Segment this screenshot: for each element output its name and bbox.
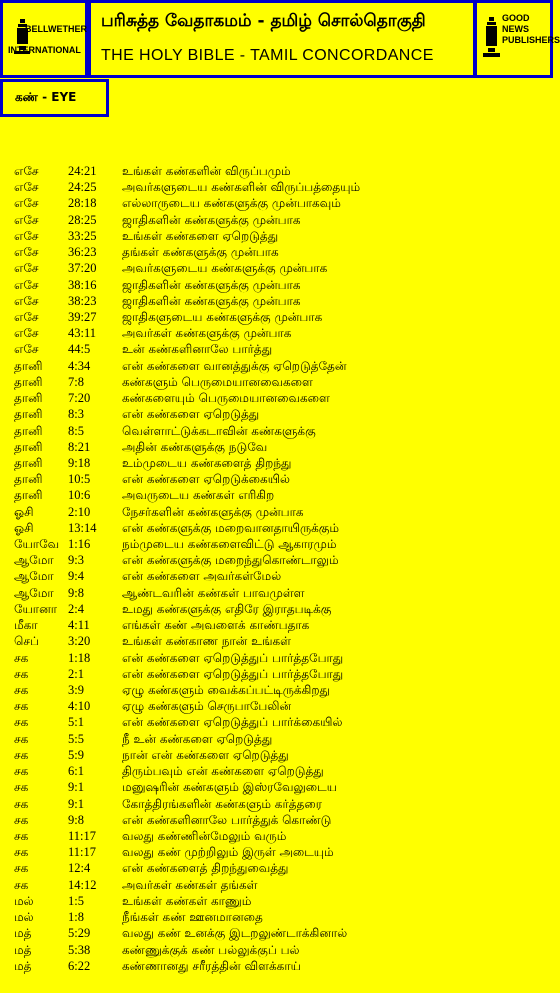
verse-row	[0, 568, 553, 584]
verse-row	[0, 942, 553, 958]
verse-book: சக	[14, 780, 29, 795]
verse-book: சக	[14, 699, 29, 714]
verse-list	[0, 163, 553, 974]
verse-book: சக	[14, 666, 29, 681]
verse-reference: 4:10	[68, 699, 91, 714]
verse-row	[0, 552, 553, 568]
verse-book: யோவே	[14, 537, 60, 552]
logo-left-line2: INTERNATIONAL	[8, 45, 81, 55]
verse-reference: 2:1	[68, 666, 84, 681]
verse-text: உங்கள் கண்காண நான் உங்கள்	[122, 634, 292, 649]
verse-row	[0, 909, 553, 925]
verse-text: நேசர்களின் கண்களுக்கு முன்பாக	[122, 504, 304, 519]
verse-row	[0, 536, 553, 552]
verse-row	[0, 828, 553, 844]
verse-text: உங்கள் கண்களை ஏறெடுத்து	[122, 228, 279, 243]
verse-book: ஓசி	[14, 520, 34, 535]
verse-book: சக	[14, 828, 29, 843]
verse-book: தானி	[14, 472, 43, 487]
verse-text: அதின் கண்களுக்கு நடுவே	[122, 439, 268, 454]
verse-row	[0, 439, 553, 455]
verse-text: வலது கண் முற்றிலும் இருள் அடையும்	[122, 845, 334, 860]
verse-text: உன் கண்களினாலே பார்த்து	[122, 342, 273, 357]
verse-book: மல்	[14, 910, 34, 925]
verse-reference: 5:5	[68, 731, 84, 746]
verse-book: ஆமோ	[14, 553, 54, 568]
verse-reference: 24:25	[68, 180, 97, 195]
verse-reference: 9:18	[68, 455, 91, 470]
verse-text: என் கண்களை ஏறெடுத்து	[122, 407, 260, 422]
verse-book: மல்	[14, 893, 34, 908]
verse-text: என் கண்களினாலே பார்த்துக் கொண்டு	[122, 812, 332, 827]
verse-row	[0, 958, 553, 974]
verse-row	[0, 195, 553, 211]
verse-book: எசே	[14, 326, 39, 341]
verse-text: நீ உன் கண்களை ஏறெடுத்து	[122, 731, 273, 746]
verse-row	[0, 163, 553, 179]
verse-book: எசே	[14, 309, 39, 324]
verse-text: என் கண்களை வானத்துக்கு ஏறெடுத்தேன்	[122, 358, 347, 373]
verse-book: ஆமோ	[14, 569, 54, 584]
verse-text: ஏழு கண்களும் செருபாபேலின்	[122, 699, 292, 714]
verse-row	[0, 487, 553, 503]
verse-row	[0, 358, 553, 374]
verse-row	[0, 504, 553, 520]
verse-row	[0, 747, 553, 763]
verse-reference: 36:23	[68, 245, 97, 260]
verse-book: மீகா	[14, 618, 38, 633]
verse-book: தானி	[14, 423, 43, 438]
verse-book: எசே	[14, 164, 39, 178]
verse-book: சக	[14, 877, 29, 892]
verse-reference: 14:12	[68, 877, 97, 892]
verse-book: சக	[14, 861, 29, 876]
verse-reference: 5:9	[68, 747, 84, 762]
verse-reference: 10:6	[68, 488, 91, 503]
verse-reference: 7:20	[68, 391, 91, 406]
verse-text: திரும்பவும் என் கண்களை ஏறெடுத்து	[122, 764, 324, 779]
verse-row	[0, 601, 553, 617]
verse-reference: 38:16	[68, 277, 97, 292]
verse-reference: 44:5	[68, 342, 91, 357]
verse-reference: 6:1	[68, 764, 84, 779]
verse-row	[0, 650, 553, 666]
verse-book: எசே	[14, 277, 39, 292]
verse-text: எல்லாருடைய கண்களுக்கு முன்பாகவும்	[122, 196, 341, 211]
verse-reference: 28:18	[68, 196, 97, 211]
verse-reference: 2:10	[68, 504, 91, 519]
verse-reference: 8:5	[68, 423, 84, 438]
verse-row	[0, 277, 553, 293]
verse-book: சக	[14, 683, 29, 697]
verse-reference: 9:1	[68, 796, 84, 811]
verse-book: மத்	[14, 958, 32, 973]
verse-book: எசே	[14, 261, 39, 276]
headword-box	[0, 79, 109, 117]
verse-row	[0, 309, 553, 325]
verse-book: தானி	[14, 455, 43, 470]
verse-book: தானி	[14, 374, 43, 389]
verse-row	[0, 812, 553, 828]
verse-reference: 10:5	[68, 472, 91, 487]
verse-reference: 8:3	[68, 407, 84, 422]
verse-reference: 5:29	[68, 926, 91, 941]
verse-text: உம்முடைய கண்களைத் திறந்து	[122, 455, 292, 470]
logo-bellwether	[0, 0, 88, 78]
verse-text: ஏழு கண்களும் வைக்கப்பட்டிருக்கிறது	[122, 683, 330, 697]
verse-reference: 28:25	[68, 212, 97, 227]
verse-row	[0, 893, 553, 909]
verse-book: தானி	[14, 488, 43, 503]
verse-reference: 11:17	[68, 845, 97, 860]
verse-book: சக	[14, 796, 29, 811]
verse-text: ஆண்டவரின் கண்கள் பாவமுள்ள	[122, 585, 305, 600]
verse-text: என் கண்களைத் திறந்துவைத்து	[122, 861, 289, 876]
verse-book: சக	[14, 812, 29, 827]
verse-row	[0, 714, 553, 730]
verse-text: கண்ணுக்குக் கண் பல்லுக்குப் பல்	[122, 942, 300, 957]
verse-row	[0, 374, 553, 390]
headword-label: கண் - EYE	[15, 90, 77, 104]
verse-book: ஓசி	[14, 504, 34, 519]
verse-row	[0, 731, 553, 747]
verse-text: எங்கள் கண் அவளைக் காண்பதாக	[122, 618, 310, 633]
verse-reference: 2:4	[68, 601, 84, 616]
verse-book: ஆமோ	[14, 585, 54, 600]
verse-book: மத்	[14, 926, 32, 941]
title-banner	[88, 0, 476, 78]
verse-book: எசே	[14, 342, 39, 357]
verse-book: சக	[14, 845, 29, 860]
verse-book: தானி	[14, 407, 43, 422]
verse-row	[0, 763, 553, 779]
verse-reference: 3:20	[68, 634, 91, 649]
verse-reference: 1:18	[68, 650, 91, 665]
verse-row	[0, 228, 553, 244]
verse-text: நீங்கள் கண் ஊனமானதை	[122, 910, 263, 925]
verse-text: அவர்களுடைய கண்களுக்கு முன்பாக	[122, 261, 328, 276]
verse-reference: 1:8	[68, 910, 84, 925]
verse-text: நம்முடைய கண்களைவிட்டு ஆகாரமும்	[122, 537, 337, 552]
verse-reference: 24:21	[68, 164, 97, 178]
verse-reference: 3:9	[68, 683, 84, 697]
verse-row	[0, 633, 553, 649]
verse-row	[0, 212, 553, 228]
verse-reference: 38:23	[68, 293, 97, 308]
verse-reference: 9:8	[68, 812, 84, 827]
verse-reference: 9:4	[68, 569, 84, 584]
verse-row	[0, 844, 553, 860]
verse-row	[0, 325, 553, 341]
verse-reference: 9:8	[68, 585, 84, 600]
verse-book: சக	[14, 715, 29, 730]
verse-book: தானி	[14, 358, 43, 373]
verse-row	[0, 260, 553, 276]
verse-reference: 43:11	[68, 326, 97, 341]
verse-book: செப்	[14, 634, 39, 649]
verse-reference: 8:21	[68, 439, 91, 454]
verse-book: சக	[14, 747, 29, 762]
verse-reference: 5:1	[68, 715, 84, 730]
verse-reference: 12:4	[68, 861, 91, 876]
verse-book: எசே	[14, 196, 39, 211]
title-english: THE HOLY BIBLE - TAMIL CONCORDANCE	[101, 47, 434, 64]
logo-good-news	[474, 0, 560, 78]
verse-text: ஜாதிகளின் கண்களுக்கு முன்பாக	[122, 277, 301, 292]
verse-row	[0, 179, 553, 195]
verse-text: என் கண்களை ஏறெடுக்கையில்	[122, 472, 290, 487]
verse-text: அவர்களுடைய கண்களின் விருப்பத்தையும்	[122, 180, 361, 195]
verse-book: யோனா	[14, 601, 57, 616]
verse-row	[0, 585, 553, 601]
verse-text: என் கண்களுக்கு மறைந்துகொண்டாலும்	[122, 553, 339, 568]
verse-reference: 13:14	[68, 520, 97, 535]
verse-text: அவர்கள் கண்களுக்கு முன்பாக	[122, 326, 292, 341]
verse-reference: 1:5	[68, 893, 84, 908]
verse-book: எசே	[14, 293, 39, 308]
verse-text: என் கண்களை ஏறெடுத்துப் பார்க்கையில்	[122, 715, 343, 730]
verse-book: சக	[14, 764, 29, 779]
verse-text: உங்கள் கண்கள் காணும்	[122, 893, 252, 908]
verse-book: எசே	[14, 212, 39, 227]
verse-text: வலது கண் உனக்கு இடறலுண்டாக்கினால்	[122, 926, 348, 941]
verse-book: மத்	[14, 942, 32, 957]
verse-text: என் கண்களுக்கு மறைவானதாயிருக்கும்	[122, 520, 340, 535]
verse-row	[0, 423, 553, 439]
verse-book: எசே	[14, 180, 39, 195]
verse-reference: 9:3	[68, 553, 84, 568]
verse-row	[0, 666, 553, 682]
verse-row	[0, 796, 553, 812]
verse-row	[0, 520, 553, 536]
verse-reference: 6:22	[68, 958, 91, 973]
verse-text: மனுஷரின் கண்களும் இஸ்ரவேலுடைய	[122, 780, 337, 795]
verse-row	[0, 617, 553, 633]
verse-text: வலது கண்ணின்மேலும் வரும்	[122, 828, 287, 843]
verse-reference: 9:1	[68, 780, 84, 795]
verse-row	[0, 406, 553, 422]
verse-text: கோத்திரங்களின் கண்களும் கர்த்தரை	[122, 796, 322, 811]
verse-text: ஜாதிகளின் கண்களுக்கு முன்பாக	[122, 212, 301, 227]
logo-left-line1: BELLWETHER	[25, 24, 87, 34]
verse-text: என் கண்களை ஏறெடுத்துப் பார்த்தபோது	[122, 650, 344, 665]
verse-row	[0, 877, 553, 893]
verse-row	[0, 471, 553, 487]
verse-text: ஜாதிகளுடைய கண்களுக்கு முன்பாக	[122, 309, 323, 324]
title-tamil: பரிசுத்த வேதாகமம் - தமிழ் சொல்தொகுதி	[101, 11, 426, 31]
verse-text: ஜாதிகளின் கண்களுக்கு முன்பாக	[122, 293, 301, 308]
verse-text: கண்களையும் பெருமையானவைகளை	[122, 391, 330, 406]
verse-reference: 5:38	[68, 942, 91, 957]
verse-text: நான் என் கண்களை ஏறெடுத்து	[122, 747, 289, 762]
verse-text: அவருடைய கண்கள் எரிகிற	[122, 488, 275, 503]
verse-text: என் கண்களை ஏறெடுத்துப் பார்த்தபோது	[122, 666, 344, 681]
verse-row	[0, 698, 553, 714]
verse-text: தங்கள் கண்களுக்கு முன்பாக	[122, 245, 279, 260]
verse-reference: 1:16	[68, 537, 91, 552]
verse-row	[0, 779, 553, 795]
verse-reference: 37:20	[68, 261, 97, 276]
verse-row	[0, 860, 553, 876]
verse-reference: 4:34	[68, 358, 91, 373]
verse-book: தானி	[14, 391, 43, 406]
verse-reference: 11:17	[68, 828, 97, 843]
verse-reference: 4:11	[68, 618, 90, 633]
verse-text: அவர்கள் கண்கள் தங்கள்	[122, 877, 258, 892]
verse-book: எசே	[14, 228, 39, 243]
verse-book: சக	[14, 731, 29, 746]
verse-row	[0, 293, 553, 309]
verse-row	[0, 682, 553, 698]
verse-reference: 7:8	[68, 374, 84, 389]
verse-reference: 33:25	[68, 228, 97, 243]
verse-reference: 39:27	[68, 309, 97, 324]
verse-text: கண்ணானது சரீரத்தின் விளக்காய்	[122, 958, 301, 973]
verse-book: எசே	[14, 245, 39, 260]
verse-row	[0, 341, 553, 357]
verse-row	[0, 925, 553, 941]
logo-right-line2: PUBLISHERS	[502, 35, 560, 45]
verse-text: என் கண்களை அவர்கள்மேல்	[122, 569, 282, 584]
verse-book: சக	[14, 650, 29, 665]
verse-text: உமது கண்களுக்கு எதிரே இராதபடிக்கு	[122, 601, 332, 616]
verse-row	[0, 390, 553, 406]
verse-text: வெள்ளாட்டுக்கடாவின் கண்களுக்கு	[122, 423, 316, 438]
verse-book: தானி	[14, 439, 43, 454]
verse-row	[0, 244, 553, 260]
verse-row	[0, 455, 553, 471]
verse-text: கண்களும் பெருமையானவைகளை	[122, 374, 313, 389]
lamp-icon	[3, 13, 85, 69]
verse-text: உங்கள் கண்களின் விருப்பமும்	[122, 164, 291, 178]
logo-right-line1: GOOD NEWS	[502, 13, 530, 34]
